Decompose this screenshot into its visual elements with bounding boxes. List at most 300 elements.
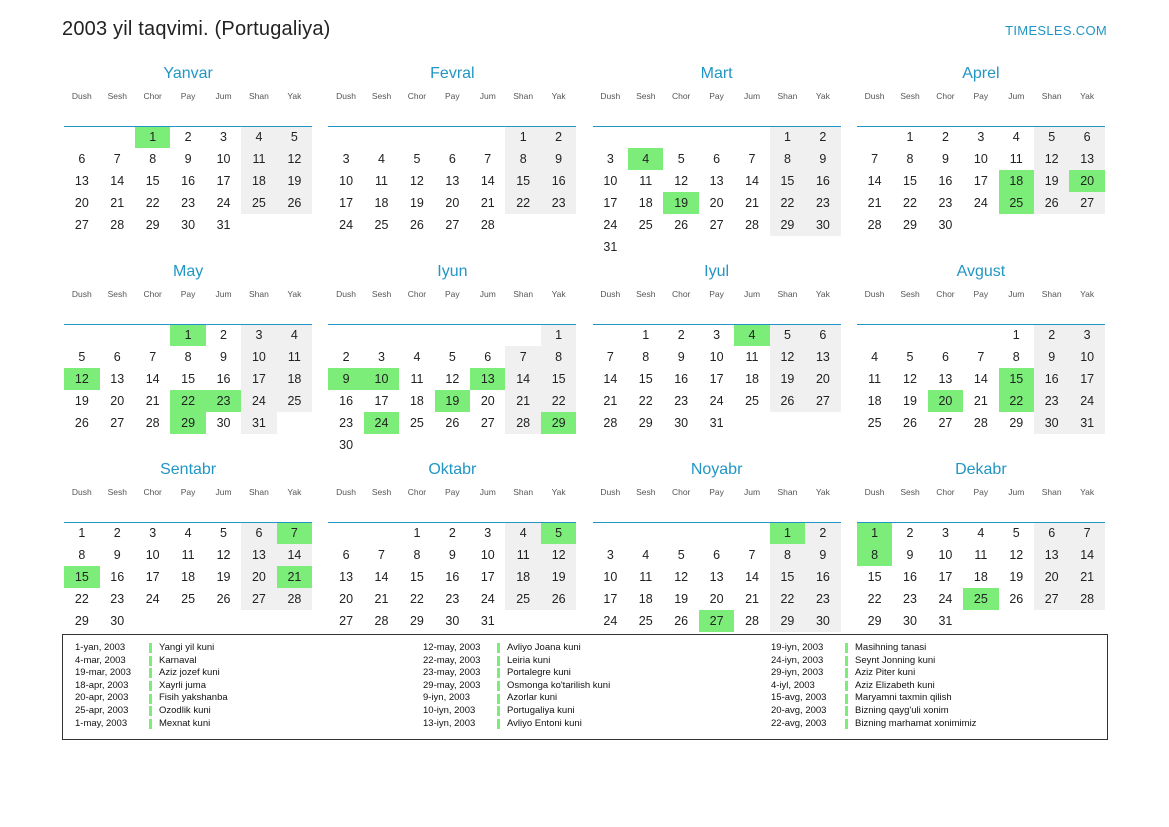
day-cell[interactable]: 3 (713, 328, 721, 343)
day-cell[interactable]: 1 (78, 526, 86, 541)
day-cell[interactable]: 8 (78, 548, 86, 562)
day-cell[interactable]: 17 (603, 592, 618, 606)
day-cell[interactable]: 21 (867, 196, 882, 210)
day-cell[interactable]: 4 (871, 350, 879, 364)
day-cell[interactable]: 14 (277, 544, 312, 566)
day-cell[interactable]: 20 (241, 566, 276, 588)
day-cell[interactable]: 25 (867, 416, 882, 430)
day-cell[interactable]: 17 (603, 196, 618, 210)
day-cell[interactable]: 5 (677, 152, 685, 166)
day-cell[interactable]: 17 (480, 570, 495, 584)
day-cell[interactable]: 19 (216, 570, 231, 584)
day-cell[interactable]: 7 (606, 350, 614, 364)
day-cell[interactable]: 17 (145, 570, 160, 584)
day-cell[interactable]: 19 (674, 592, 689, 606)
day-cell[interactable]: 3 (149, 526, 157, 541)
day-cell[interactable]: 28 (973, 416, 988, 430)
day-cell[interactable]: 1 (170, 324, 205, 346)
day-cell[interactable]: 29 (770, 610, 805, 632)
day-cell[interactable]: 29 (145, 218, 160, 232)
day-cell[interactable]: 1 (135, 126, 170, 148)
day-cell[interactable]: 4 (378, 152, 385, 166)
day-cell[interactable]: 24 (709, 394, 724, 408)
day-cell[interactable]: 31 (603, 240, 618, 254)
day-cell[interactable]: 4 (413, 350, 421, 364)
day-cell[interactable]: 6 (342, 548, 350, 562)
day-cell[interactable]: 24 (145, 592, 160, 606)
day-cell[interactable]: 11 (639, 570, 653, 584)
day-cell[interactable]: 13 (241, 544, 276, 566)
day-cell[interactable]: 14 (603, 372, 618, 386)
day-cell[interactable]: 13 (709, 570, 724, 584)
day-cell[interactable]: 3 (606, 548, 614, 562)
day-cell[interactable]: 4 (277, 324, 312, 346)
day-cell[interactable]: 6 (78, 152, 86, 166)
day-cell[interactable]: 25 (638, 614, 653, 628)
day-cell[interactable]: 9 (805, 148, 840, 170)
day-cell[interactable]: 27 (805, 390, 840, 412)
day-cell[interactable]: 16 (445, 570, 460, 584)
day-cell[interactable]: 23 (339, 416, 354, 430)
day-cell[interactable]: 22 (170, 390, 205, 412)
day-cell[interactable]: 21 (973, 394, 988, 408)
day-cell[interactable]: 7 (871, 152, 879, 166)
day-cell[interactable]: 1 (1012, 328, 1020, 343)
day-cell[interactable]: 13 (339, 570, 354, 584)
day-cell[interactable]: 17 (241, 368, 276, 390)
day-cell[interactable]: 12 (1009, 548, 1024, 562)
day-cell[interactable]: 20 (74, 196, 89, 210)
day-cell[interactable]: 22 (638, 394, 653, 408)
day-cell[interactable]: 6 (805, 324, 840, 346)
day-cell[interactable]: 16 (110, 570, 125, 584)
day-cell[interactable]: 8 (770, 544, 805, 566)
day-cell[interactable]: 24 (603, 218, 618, 232)
day-cell[interactable]: 16 (181, 174, 196, 188)
day-cell[interactable]: 1 (906, 130, 914, 145)
day-cell[interactable]: 12 (541, 544, 576, 566)
day-cell[interactable]: 16 (805, 566, 840, 588)
brand-link[interactable]: TIMESLES.COM (1005, 23, 1107, 38)
day-cell[interactable]: 21 (374, 592, 389, 606)
day-cell[interactable]: 7 (277, 522, 312, 544)
day-cell[interactable]: 29 (409, 614, 424, 628)
day-cell[interactable]: 19 (541, 566, 576, 588)
day-cell[interactable]: 15 (145, 174, 160, 188)
day-cell[interactable]: 20 (445, 196, 460, 210)
day-cell[interactable]: 17 (938, 570, 953, 584)
day-cell[interactable]: 20 (480, 394, 495, 408)
day-cell[interactable]: 16 (805, 170, 840, 192)
day-cell[interactable]: 4 (241, 126, 276, 148)
day-cell[interactable]: 16 (339, 394, 354, 408)
day-cell[interactable]: 5 (448, 350, 456, 364)
day-cell[interactable]: 26 (903, 416, 917, 430)
day-cell[interactable]: 2 (184, 130, 192, 145)
day-cell[interactable]: 27 (1069, 192, 1104, 214)
day-cell[interactable]: 9 (1034, 346, 1069, 368)
day-cell[interactable]: 4 (642, 548, 650, 562)
day-cell[interactable]: 22 (541, 390, 576, 412)
day-cell[interactable]: 11 (868, 372, 882, 386)
day-cell[interactable]: 12 (903, 372, 917, 386)
day-cell[interactable]: 18 (181, 570, 196, 584)
day-cell[interactable]: 10 (364, 368, 399, 390)
day-cell[interactable]: 11 (974, 548, 988, 562)
day-cell[interactable]: 12 (674, 570, 689, 584)
day-cell[interactable]: 18 (277, 368, 312, 390)
day-cell[interactable]: 22 (770, 192, 805, 214)
day-cell[interactable]: 6 (241, 522, 276, 544)
day-cell[interactable]: 27 (709, 218, 724, 232)
day-cell[interactable]: 26 (277, 192, 312, 214)
day-cell[interactable]: 23 (805, 588, 840, 610)
day-cell[interactable]: 14 (145, 372, 160, 386)
day-cell[interactable]: 1 (413, 526, 421, 541)
day-cell[interactable]: 21 (110, 196, 125, 210)
day-cell[interactable]: 5 (1012, 526, 1020, 541)
day-cell[interactable]: 10 (1069, 346, 1104, 368)
day-cell[interactable]: 20 (1069, 170, 1104, 192)
day-cell[interactable]: 7 (748, 152, 756, 166)
day-cell[interactable]: 26 (1034, 192, 1069, 214)
day-cell[interactable]: 5 (1034, 126, 1069, 148)
day-cell[interactable]: 22 (867, 592, 882, 606)
day-cell[interactable]: 16 (541, 170, 576, 192)
day-cell[interactable]: 18 (374, 196, 389, 210)
day-cell[interactable]: 26 (216, 592, 231, 606)
day-cell[interactable]: 9 (941, 152, 949, 166)
day-cell[interactable]: 8 (857, 544, 892, 566)
day-cell[interactable]: 8 (906, 152, 914, 166)
day-cell[interactable]: 6 (713, 548, 721, 562)
day-cell[interactable]: 18 (505, 566, 540, 588)
day-cell[interactable]: 16 (903, 570, 917, 584)
day-cell[interactable]: 9 (113, 548, 121, 562)
day-cell[interactable]: 15 (903, 174, 917, 188)
day-cell[interactable]: 25 (638, 218, 653, 232)
day-cell[interactable]: 28 (480, 218, 495, 232)
day-cell[interactable]: 3 (342, 152, 350, 166)
day-cell[interactable]: 4 (505, 522, 540, 544)
day-cell[interactable]: 14 (374, 570, 389, 584)
day-cell[interactable]: 19 (663, 192, 698, 214)
day-cell[interactable]: 4 (628, 148, 663, 170)
day-cell[interactable]: 7 (149, 350, 157, 364)
day-cell[interactable]: 18 (409, 394, 424, 408)
day-cell[interactable]: 26 (770, 390, 805, 412)
day-cell[interactable]: 3 (941, 526, 949, 541)
day-cell[interactable]: 28 (374, 614, 389, 628)
day-cell[interactable]: 5 (413, 152, 421, 166)
day-cell[interactable]: 31 (241, 412, 276, 434)
day-cell[interactable]: 5 (220, 526, 227, 541)
day-cell[interactable]: 30 (674, 416, 689, 430)
day-cell[interactable]: 11 (639, 174, 653, 188)
day-cell[interactable]: 14 (973, 372, 988, 386)
day-cell[interactable]: 22 (145, 196, 160, 210)
day-cell[interactable]: 27 (74, 218, 89, 232)
day-cell[interactable]: 30 (181, 218, 196, 232)
day-cell[interactable]: 27 (445, 218, 460, 232)
day-cell[interactable]: 16 (1034, 368, 1069, 390)
day-cell[interactable]: 30 (216, 416, 231, 430)
day-cell[interactable]: 15 (505, 170, 540, 192)
day-cell[interactable]: 24 (1069, 390, 1104, 412)
day-cell[interactable]: 9 (541, 148, 576, 170)
day-cell[interactable]: 31 (216, 218, 231, 232)
day-cell[interactable]: 15 (867, 570, 882, 584)
day-cell[interactable]: 11 (1009, 152, 1023, 166)
day-cell[interactable]: 7 (378, 548, 385, 562)
day-cell[interactable]: 9 (906, 548, 914, 562)
day-cell[interactable]: 17 (1069, 368, 1104, 390)
day-cell[interactable]: 23 (181, 196, 196, 210)
day-cell[interactable]: 9 (328, 368, 363, 390)
day-cell[interactable]: 30 (805, 610, 840, 632)
day-cell[interactable]: 4 (977, 526, 985, 541)
day-cell[interactable]: 14 (745, 570, 759, 584)
day-cell[interactable]: 12 (674, 174, 689, 188)
day-cell[interactable]: 31 (1069, 412, 1104, 434)
day-cell[interactable]: 16 (674, 372, 689, 386)
day-cell[interactable]: 24 (973, 196, 988, 210)
day-cell[interactable]: 7 (748, 548, 756, 562)
day-cell[interactable]: 15 (999, 368, 1034, 390)
day-cell[interactable]: 20 (709, 592, 724, 606)
day-cell[interactable]: 25 (999, 192, 1034, 214)
day-cell[interactable]: 25 (181, 592, 196, 606)
day-cell[interactable]: 26 (74, 416, 89, 430)
day-cell[interactable]: 12 (770, 346, 805, 368)
day-cell[interactable]: 25 (963, 588, 998, 610)
day-cell[interactable]: 21 (505, 390, 540, 412)
day-cell[interactable]: 6 (1069, 126, 1104, 148)
day-cell[interactable]: 30 (903, 614, 917, 628)
day-cell[interactable]: 5 (770, 324, 805, 346)
day-cell[interactable]: 24 (938, 592, 953, 606)
day-cell[interactable]: 20 (339, 592, 354, 606)
day-cell[interactable]: 26 (409, 218, 424, 232)
day-cell[interactable]: 8 (541, 346, 576, 368)
day-cell[interactable]: 18 (638, 196, 653, 210)
day-cell[interactable]: 25 (374, 218, 389, 232)
day-cell[interactable]: 14 (480, 174, 495, 188)
day-cell[interactable]: 24 (480, 592, 495, 606)
day-cell[interactable]: 6 (1034, 522, 1069, 544)
day-cell[interactable]: 29 (770, 214, 805, 236)
day-cell[interactable]: 7 (484, 152, 492, 166)
day-cell[interactable]: 4 (1012, 130, 1020, 145)
day-cell[interactable]: 28 (145, 416, 160, 430)
day-cell[interactable]: 25 (409, 416, 424, 430)
day-cell[interactable]: 22 (999, 390, 1034, 412)
day-cell[interactable]: 15 (770, 170, 805, 192)
day-cell[interactable]: 2 (906, 526, 914, 541)
day-cell[interactable]: 28 (867, 218, 882, 232)
day-cell[interactable]: 22 (505, 192, 540, 214)
day-cell[interactable]: 14 (110, 174, 125, 188)
day-cell[interactable]: 13 (1069, 148, 1104, 170)
day-cell[interactable]: 15 (409, 570, 424, 584)
day-cell[interactable]: 13 (1034, 544, 1069, 566)
day-cell[interactable]: 6 (448, 152, 456, 166)
day-cell[interactable]: 29 (74, 614, 89, 628)
day-cell[interactable]: 10 (480, 548, 495, 562)
day-cell[interactable]: 11 (241, 148, 276, 170)
day-cell[interactable]: 31 (480, 614, 495, 628)
day-cell[interactable]: 24 (603, 614, 618, 628)
day-cell[interactable]: 30 (1034, 412, 1069, 434)
day-cell[interactable]: 28 (745, 218, 759, 232)
day-cell[interactable]: 2 (342, 350, 350, 364)
day-cell[interactable]: 13 (74, 174, 89, 188)
day-cell[interactable]: 20 (1034, 566, 1069, 588)
day-cell[interactable]: 20 (928, 390, 963, 412)
day-cell[interactable]: 26 (445, 416, 460, 430)
day-cell[interactable]: 20 (110, 394, 125, 408)
day-cell[interactable]: 15 (181, 372, 196, 386)
day-cell[interactable]: 30 (339, 438, 354, 452)
day-cell[interactable]: 28 (277, 588, 312, 610)
day-cell[interactable]: 4 (734, 324, 769, 346)
day-cell[interactable]: 28 (110, 218, 125, 232)
day-cell[interactable]: 10 (709, 350, 724, 364)
day-cell[interactable]: 3 (220, 130, 227, 145)
day-cell[interactable]: 21 (145, 394, 160, 408)
day-cell[interactable]: 1 (857, 522, 892, 544)
day-cell[interactable]: 12 (277, 148, 312, 170)
day-cell[interactable]: 3 (1069, 324, 1104, 346)
day-cell[interactable]: 13 (470, 368, 505, 390)
day-cell[interactable]: 23 (1034, 390, 1069, 412)
day-cell[interactable]: 19 (409, 196, 424, 210)
day-cell[interactable]: 9 (448, 548, 456, 562)
day-cell[interactable]: 2 (1034, 324, 1069, 346)
day-cell[interactable]: 3 (378, 350, 385, 364)
day-cell[interactable]: 21 (1069, 566, 1104, 588)
day-cell[interactable]: 6 (941, 350, 949, 364)
day-cell[interactable]: 7 (977, 350, 985, 364)
day-cell[interactable]: 25 (277, 390, 312, 412)
day-cell[interactable]: 16 (216, 372, 231, 386)
day-cell[interactable]: 9 (184, 152, 192, 166)
day-cell[interactable]: 2 (677, 328, 685, 343)
day-cell[interactable]: 26 (541, 588, 576, 610)
day-cell[interactable]: 11 (410, 372, 424, 386)
day-cell[interactable]: 5 (277, 126, 312, 148)
day-cell[interactable]: 5 (78, 350, 86, 364)
day-cell[interactable]: 11 (505, 544, 540, 566)
day-cell[interactable]: 5 (677, 548, 685, 562)
day-cell[interactable]: 17 (374, 394, 389, 408)
day-cell[interactable]: 9 (677, 350, 685, 364)
day-cell[interactable]: 13 (709, 174, 724, 188)
day-cell[interactable]: 3 (484, 526, 492, 541)
day-cell[interactable]: 9 (805, 544, 840, 566)
day-cell[interactable]: 28 (745, 614, 759, 628)
day-cell[interactable]: 31 (709, 416, 724, 430)
day-cell[interactable]: 21 (603, 394, 618, 408)
day-cell[interactable]: 30 (445, 614, 460, 628)
day-cell[interactable]: 17 (216, 174, 231, 188)
day-cell[interactable]: 12 (409, 174, 424, 188)
day-cell[interactable]: 23 (541, 192, 576, 214)
day-cell[interactable]: 28 (603, 416, 618, 430)
day-cell[interactable]: 19 (435, 390, 470, 412)
day-cell[interactable]: 23 (805, 192, 840, 214)
day-cell[interactable]: 20 (805, 368, 840, 390)
day-cell[interactable]: 11 (181, 548, 195, 562)
day-cell[interactable]: 3 (241, 324, 276, 346)
day-cell[interactable]: 19 (74, 394, 89, 408)
day-cell[interactable]: 10 (216, 152, 231, 166)
day-cell[interactable]: 1 (505, 126, 540, 148)
day-cell[interactable]: 6 (113, 350, 121, 364)
day-cell[interactable]: 19 (903, 394, 917, 408)
day-cell[interactable]: 29 (541, 412, 576, 434)
day-cell[interactable]: 5 (541, 522, 576, 544)
day-cell[interactable]: 29 (170, 412, 205, 434)
day-cell[interactable]: 6 (484, 350, 492, 364)
day-cell[interactable]: 7 (1069, 522, 1104, 544)
day-cell[interactable]: 11 (745, 350, 759, 364)
day-cell[interactable]: 17 (339, 196, 354, 210)
day-cell[interactable]: 10 (603, 570, 618, 584)
day-cell[interactable]: 10 (603, 174, 618, 188)
day-cell[interactable]: 20 (709, 196, 724, 210)
day-cell[interactable]: 27 (699, 610, 734, 632)
day-cell[interactable]: 17 (973, 174, 988, 188)
day-cell[interactable]: 1 (770, 126, 805, 148)
day-cell[interactable]: 8 (1012, 350, 1020, 364)
day-cell[interactable]: 2 (113, 526, 121, 541)
day-cell[interactable]: 10 (145, 548, 160, 562)
day-cell[interactable]: 11 (375, 174, 388, 188)
day-cell[interactable]: 21 (745, 196, 759, 210)
day-cell[interactable]: 23 (110, 592, 125, 606)
day-cell[interactable]: 2 (448, 526, 456, 541)
day-cell[interactable]: 1 (642, 328, 650, 343)
day-cell[interactable]: 27 (110, 416, 125, 430)
day-cell[interactable]: 21 (277, 566, 312, 588)
day-cell[interactable]: 18 (638, 592, 653, 606)
day-cell[interactable]: 23 (938, 196, 953, 210)
day-cell[interactable]: 19 (1009, 570, 1024, 584)
day-cell[interactable]: 12 (216, 548, 231, 562)
day-cell[interactable]: 10 (938, 548, 953, 562)
day-cell[interactable]: 7 (505, 346, 540, 368)
day-cell[interactable]: 19 (277, 170, 312, 192)
day-cell[interactable]: 18 (241, 170, 276, 192)
day-cell[interactable]: 15 (638, 372, 653, 386)
day-cell[interactable]: 15 (64, 566, 99, 588)
day-cell[interactable]: 10 (241, 346, 276, 368)
day-cell[interactable]: 19 (770, 368, 805, 390)
day-cell[interactable]: 8 (149, 152, 157, 166)
day-cell[interactable]: 13 (805, 346, 840, 368)
day-cell[interactable]: 25 (505, 588, 540, 610)
day-cell[interactable]: 1 (541, 324, 576, 346)
day-cell[interactable]: 13 (110, 372, 125, 386)
day-cell[interactable]: 25 (745, 394, 759, 408)
day-cell[interactable]: 8 (413, 548, 421, 562)
day-cell[interactable]: 29 (867, 614, 882, 628)
day-cell[interactable]: 6 (713, 152, 721, 166)
day-cell[interactable]: 10 (973, 152, 988, 166)
day-cell[interactable]: 30 (110, 614, 125, 628)
day-cell[interactable]: 27 (241, 588, 276, 610)
